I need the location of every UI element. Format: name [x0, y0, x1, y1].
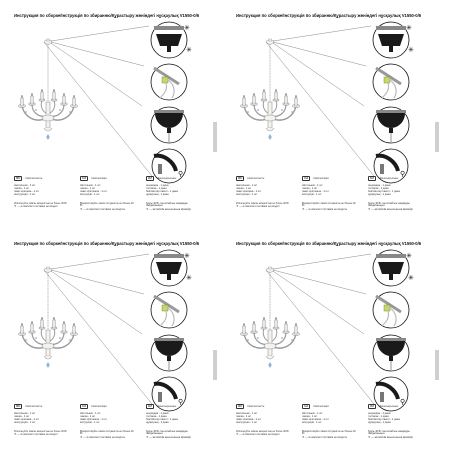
kit-list: [302, 412, 358, 425]
detail-canopy: [373, 335, 409, 371]
terminal-block-icon: [384, 305, 390, 311]
kit-item: чашка - 1 шт: [236, 414, 252, 418]
kit-item: светильник - 1 шт: [14, 183, 36, 187]
language-badge: KZ: [368, 176, 376, 181]
star-note: — в комплект поставки не входит: [17, 205, 58, 209]
star-note: — жеткізілім жиынтығына кірмейді: [149, 436, 191, 440]
kit-item: шырағдан - 1 дана: [368, 183, 391, 187]
detail-wiring: [373, 292, 409, 328]
language-badge: KZ: [146, 176, 154, 181]
star-icon: ✳: [302, 207, 305, 212]
screw-icon: [158, 164, 162, 174]
language-badge: UA: [80, 176, 88, 181]
column-ru: [14, 404, 70, 437]
kit-heading: Комплектность:: [25, 177, 43, 180]
kit-item: инструкция - 1 шт: [236, 421, 258, 425]
lamp-note: Використовуйте лампи потужністю не більше 40 Вт: [80, 429, 134, 436]
language-badge: UA: [302, 176, 310, 181]
kit-item: бекіткіштер пакеті - 1 дана: [146, 418, 178, 422]
sheet-title: Инструкция по сборке/Інструкція по збиранню/Құрастыру жөніндегі нұсқаулық V1550-0/6: [14, 241, 200, 246]
language-badge: RU: [14, 176, 22, 181]
kit-item: тостаған - 1 дана: [146, 414, 167, 418]
candle-flames: [21, 89, 74, 98]
language-badge: UA: [302, 404, 310, 409]
screw-icon: [380, 392, 384, 402]
kit-list: [236, 184, 292, 197]
sheet-title: Инструкция по сборке/Інструкція по збиранню/Құрастыру жөніндегі нұсқаулық V1550-0/6: [236, 241, 422, 246]
kit-heading: Комплектность:: [247, 405, 265, 408]
star-note: — жеткізілім жиынтығына кірмейді: [149, 208, 191, 212]
star-icon: ✳: [186, 275, 192, 282]
kit-list: [146, 412, 202, 425]
star-icon: ✳: [236, 204, 239, 209]
star-icon: ✳: [146, 435, 149, 440]
kit-item: бекіткіштер пакеті - 1 дана: [368, 418, 400, 422]
lamp-note: Қуаты 40 Вт-тан аспайтын шамдарды пайдаланыңыз: [146, 429, 188, 436]
star-icon: ✳: [184, 253, 190, 260]
kit-item: пакет кріплення - 1 шт: [80, 418, 107, 422]
star-icon: ✳: [80, 435, 83, 440]
column-ua: [302, 176, 358, 212]
column-ru: [14, 176, 70, 209]
light-bulb-icon: ⚲: [400, 399, 406, 406]
kit-list: [80, 412, 136, 425]
kit-item: светильник - 1 шт: [236, 411, 258, 415]
star-icon: ✳: [406, 253, 412, 260]
candle-flames: [243, 317, 296, 326]
column-kz: [146, 404, 202, 440]
kit-item: чашка - 1 шт: [302, 186, 318, 190]
lamp-note: Қуаты 40 Вт-тан аспайтын шамдарды пайдаланыңыз: [146, 201, 188, 208]
terminal-block-icon: [162, 305, 168, 311]
kit-item: светильник - 1 шт: [236, 183, 258, 187]
star-note: — жеткізілім жиынтығына кірмейді: [371, 436, 413, 440]
kit-item: нұсқаулық - 1 дана: [146, 421, 169, 425]
kit-item: чашка - 1 шт: [80, 414, 96, 418]
kit-heading: Комплектность:: [247, 177, 265, 180]
instruction-sheet-3: [4, 234, 218, 448]
kit-heading: Жиынтықтылығы:: [379, 405, 399, 408]
kit-list: [80, 184, 136, 197]
language-badge: KZ: [146, 404, 154, 409]
star-icon: ✳: [186, 47, 192, 54]
kit-item: інструкція - 1 шт: [80, 193, 100, 197]
lamp-note: Використовуйте лампи потужністю не більше 40 Вт: [80, 201, 134, 208]
kit-heading: Комплектація:: [91, 177, 108, 180]
kit-item: шырағдан - 1 дана: [146, 411, 169, 415]
kit-item: світильник - 1 шт: [80, 183, 101, 187]
chandelier: [241, 92, 300, 131]
lamp-note: Використовуйте лампи потужністю не більше 40 Вт: [302, 201, 356, 208]
star-icon: ✳: [14, 204, 17, 209]
kit-item: нұсқаулық - 1 дана: [146, 193, 169, 197]
kit-item: шырағдан - 1 дана: [368, 411, 391, 415]
language-badge: RU: [236, 176, 244, 181]
screw-icon: [158, 392, 162, 402]
kit-item: тостаған - 1 дана: [368, 414, 389, 418]
language-badge: UA: [80, 404, 88, 409]
star-note: — в комплект поставки не входить: [305, 208, 348, 212]
kit-item: інструкція - 1 шт: [302, 193, 322, 197]
kit-list: [14, 184, 70, 197]
detail-ceiling-plate: [373, 22, 414, 58]
column-ru: [236, 176, 292, 209]
chandelier: [19, 92, 78, 131]
candle-flames: [243, 89, 296, 98]
kit-heading: Жиынтықтылығы:: [157, 177, 177, 180]
language-badge: KZ: [368, 404, 376, 409]
kit-item: чашка - 1 шт: [80, 186, 96, 190]
kit-list: [14, 412, 70, 425]
star-icon: ✳: [408, 275, 414, 282]
lamp-note: Используйте лампы мощностью не более 40 Вт: [14, 429, 68, 433]
kit-item: пакет крепежа - 1 шт: [14, 190, 40, 194]
lamp-note: Используйте лампы мощностью не более 40 Вт: [236, 429, 290, 433]
kit-item: чашка - 1 шт: [14, 414, 30, 418]
star-icon: ✳: [184, 25, 190, 32]
star-icon: ✳: [14, 432, 17, 437]
light-bulb-icon: ⚲: [400, 171, 406, 178]
detail-wiring: [151, 64, 187, 100]
detail-ceiling-plate: [373, 250, 414, 286]
leader-lines: [266, 254, 374, 404]
lamp-note: Қуаты 40 Вт-тан аспайтын шамдарды пайдаланыңыз: [368, 201, 410, 208]
star-note: — в комплект поставки не входить: [83, 208, 126, 212]
detail-canopy: [373, 107, 409, 143]
star-note: — в комплект поставки не входит: [17, 433, 58, 437]
kit-list: [146, 184, 202, 197]
kit-item: пакет крепежа - 1 шт: [236, 190, 262, 194]
candle-flames: [21, 317, 74, 326]
side-tab: [435, 350, 439, 380]
kit-heading: Комплектація:: [313, 405, 330, 408]
instruction-sheet-1: [4, 6, 218, 220]
star-note: — жеткізілім жиынтығына кірмейді: [371, 208, 413, 212]
star-icon: ✳: [368, 207, 371, 212]
star-icon: ✳: [80, 207, 83, 212]
kit-item: бекіткіштер пакеті - 1 дана: [146, 190, 178, 194]
screw-icon: [380, 164, 384, 174]
detail-wiring: [373, 64, 409, 100]
star-icon: ✳: [368, 435, 371, 440]
detail-canopy: [151, 107, 187, 143]
sheet-title: Инструкция по сборке/Інструкція по збиранню/Құрастыру жөніндегі нұсқаулық V1550-0/6: [14, 13, 200, 18]
star-icon: ✳: [408, 47, 414, 54]
lamp-note: Используйте лампы мощностью не более 40 Вт: [236, 201, 290, 205]
column-ua: [80, 404, 136, 440]
kit-item: чашка - 1 шт: [302, 414, 318, 418]
kit-item: нұсқаулық - 1 дана: [368, 193, 391, 197]
lamp-note: Використовуйте лампи потужністю не більше 40 Вт: [302, 429, 356, 436]
kit-item: світильник - 1 шт: [302, 411, 323, 415]
kit-item: інструкція - 1 шт: [302, 421, 322, 425]
kit-heading: Жиынтықтылығы:: [379, 177, 399, 180]
kit-item: инструкция - 1 шт: [236, 193, 258, 197]
kit-item: шырағдан - 1 дана: [146, 183, 169, 187]
column-ua: [302, 404, 358, 440]
kit-item: чашка - 1 шт: [236, 186, 252, 190]
kit-item: пакет кріплення - 1 шт: [80, 190, 107, 194]
column-kz: [368, 404, 424, 440]
column-ru: [236, 404, 292, 437]
kit-item: пакет кріплення - 1 шт: [302, 190, 329, 194]
column-kz: [368, 176, 424, 212]
column-kz: [146, 176, 202, 212]
detail-ceiling-plate: [151, 250, 192, 286]
kit-heading: Комплектація:: [91, 405, 108, 408]
star-icon: ✳: [406, 25, 412, 32]
star-note: — в комплект поставки не входить: [305, 436, 348, 440]
kit-item: чашка - 1 шт: [14, 186, 30, 190]
star-note: — в комплект поставки не входит: [239, 205, 280, 209]
star-icon: ✳: [236, 432, 239, 437]
lamp-note: Қуаты 40 Вт-тан аспайтын шамдарды пайдаланыңыз: [368, 429, 410, 436]
terminal-block-icon: [384, 77, 390, 83]
kit-list: [368, 412, 424, 425]
chandelier: [241, 320, 300, 359]
kit-item: інструкція - 1 шт: [80, 421, 100, 425]
kit-item: светильник - 1 шт: [14, 411, 36, 415]
kit-item: світильник - 1 шт: [302, 183, 323, 187]
column-ua: [80, 176, 136, 212]
kit-item: пакет крепежа - 1 шт: [236, 418, 262, 422]
kit-item: инструкция - 1 шт: [14, 193, 36, 197]
star-note: — в комплект поставки не входит: [239, 433, 280, 437]
kit-item: пакет крепежа - 1 шт: [14, 418, 40, 422]
kit-list: [302, 184, 358, 197]
language-badge: RU: [14, 404, 22, 409]
side-tab: [213, 350, 217, 380]
language-badge: RU: [236, 404, 244, 409]
star-icon: ✳: [302, 435, 305, 440]
light-bulb-icon: ⚲: [178, 171, 184, 178]
kit-heading: Комплектація:: [313, 177, 330, 180]
kit-item: инструкция - 1 шт: [14, 421, 36, 425]
terminal-block-icon: [162, 77, 168, 83]
detail-canopy: [151, 335, 187, 371]
kit-list: [368, 184, 424, 197]
kit-item: тостаған - 1 дана: [368, 186, 389, 190]
lamp-note: Используйте лампы мощностью не более 40 Вт: [14, 201, 68, 205]
kit-item: нұсқаулық - 1 дана: [368, 421, 391, 425]
star-note: — в комплект поставки не входить: [83, 436, 126, 440]
kit-item: бекіткіштер пакеті - 1 дана: [368, 190, 400, 194]
side-tab: [435, 122, 439, 152]
star-icon: ✳: [146, 207, 149, 212]
kit-item: пакет кріплення - 1 шт: [302, 418, 329, 422]
instruction-sheet-2: [226, 6, 440, 220]
leader-lines: [44, 26, 152, 176]
light-bulb-icon: ⚲: [178, 399, 184, 406]
side-tab: [213, 122, 217, 152]
kit-heading: Комплектность:: [25, 405, 43, 408]
sheet-title: Инструкция по сборке/Інструкція по збиранню/Құрастыру жөніндегі нұсқаулық V1550-0/6: [236, 13, 422, 18]
leader-lines: [266, 26, 374, 176]
kit-list: [236, 412, 292, 425]
kit-item: світильник - 1 шт: [80, 411, 101, 415]
kit-item: тостаған - 1 дана: [146, 186, 167, 190]
detail-ceiling-plate: [151, 22, 192, 58]
detail-wiring: [151, 292, 187, 328]
kit-heading: Жиынтықтылығы:: [157, 405, 177, 408]
leader-lines: [44, 254, 152, 404]
instruction-sheet-4: [226, 234, 440, 448]
chandelier: [19, 320, 78, 359]
